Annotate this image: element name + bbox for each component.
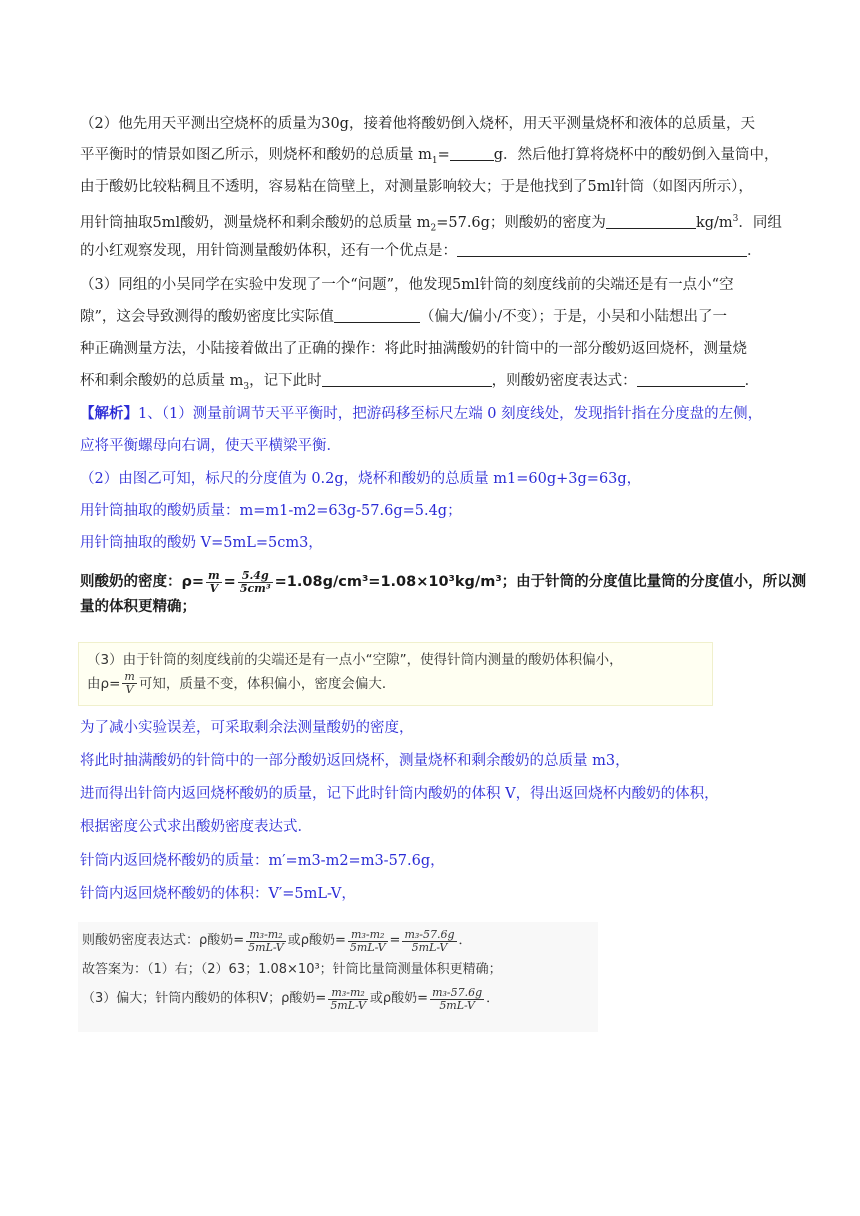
answer-blank[interactable] — [457, 242, 747, 257]
text: 或ρ酸奶= — [369, 991, 429, 1006]
solution-line-9 — [80, 817, 312, 837]
fraction — [122, 671, 136, 696]
fraction — [238, 570, 273, 595]
superscript: 3 — [732, 214, 739, 224]
text: 用针筒抽取5ml酸奶，测量烧杯和剩余酸奶的总质量 m — [80, 214, 431, 231]
fraction — [206, 570, 222, 595]
solution-line-2 — [80, 436, 341, 456]
solution-line-8 — [80, 784, 719, 804]
text: 平平衡时的情景如图乙所示，则烧杯和酸奶的总质量 m — [80, 147, 432, 163]
numerator: m — [208, 568, 220, 582]
solution-line-7 — [80, 751, 630, 771]
denominator: V — [125, 683, 134, 696]
text: 杯和剩余酸奶的总质量 m — [80, 373, 244, 389]
numerator: m — [124, 670, 135, 683]
text: （3）由于针筒的刻度线前的尖端还是有一点小“空隙”，使得针筒内测量的酸奶体积偏小， — [87, 652, 623, 668]
answer-blank[interactable] — [606, 214, 696, 229]
text: 由ρ= — [87, 675, 121, 692]
formula-row — [87, 671, 704, 696]
text: ． — [458, 933, 472, 948]
fraction — [348, 929, 388, 954]
text: 用针筒抽取的酸奶质量：m=m1-m2=63g-57.6g=5.4g； — [80, 503, 462, 519]
question-3-line-3 — [80, 339, 747, 359]
solution-line-6 — [80, 718, 414, 738]
fraction — [402, 929, 456, 954]
subscript: 2 — [430, 223, 437, 234]
text: （3）同组的小吴同学在实验中发现了一个“问题”，他发现5ml针筒的刻度线前的尖端还是有一点小“空 — [80, 277, 734, 293]
text: 种正确测量方法，小陆接着做出了正确的操作：将此时抽满酸奶的针筒中的一部分酸奶返回烧杯，测量烧 — [80, 341, 747, 357]
text: 针筒内返回烧杯酸奶的体积：V′=5mL-V， — [80, 886, 356, 902]
question-3-line-1 — [80, 275, 734, 295]
solution-tag: 【解析】 — [80, 405, 138, 422]
answer-blank[interactable] — [450, 146, 494, 161]
text: 由于酸奶比较粘稠且不透明，容易粘在筒壁上，对测量影响较大；于是他找到了5ml针筒（如图丙所示）， — [80, 179, 753, 195]
question-2-line-3 — [80, 177, 753, 197]
fraction — [246, 929, 286, 954]
text: 或ρ酸奶= — [287, 933, 346, 948]
question-2-line-5 — [80, 241, 762, 261]
text: 故答案为：（1）右；（2）63；1.08×10³；针筒比量筒测量体积更精确； — [82, 962, 502, 977]
solution-line-5 — [80, 533, 323, 553]
question-2-line-4 — [80, 209, 782, 239]
numerator: m₃-57.6g — [404, 927, 455, 941]
numerator: m₃-57.6g — [432, 985, 483, 999]
numerator: m₃-m₂ — [348, 929, 388, 942]
text: 可知，质量不变，体积偏小，密度会偏大． — [138, 675, 396, 692]
text: = — [437, 147, 450, 163]
answer-blank[interactable] — [334, 308, 420, 323]
text: 将此时抽满酸奶的针筒中的一部分酸奶返回烧杯，测量烧杯和剩余酸奶的总质量 m3， — [80, 753, 630, 769]
denominator: 5cm³ — [239, 581, 271, 595]
answer-blank[interactable] — [322, 372, 492, 387]
fraction — [328, 987, 368, 1012]
formula-image-density — [80, 568, 840, 618]
subscript: 3 — [243, 381, 250, 392]
text: 针筒内返回烧杯酸奶的质量：m′=m3-m2=m3-57.6g， — [80, 853, 445, 869]
denominator: 5mL-V — [349, 940, 386, 954]
text: 的小红观察发现，用针筒测量酸奶体积，还有一个优点是： — [80, 243, 457, 259]
text: 隙”，这会导致测得的酸奶密度比实际值 — [80, 309, 334, 325]
text: 用针筒抽取的酸奶 V=5mL=5cm3， — [80, 535, 323, 551]
formula-row — [82, 926, 594, 956]
text: 则酸奶的密度：ρ= — [80, 574, 205, 590]
question-2-line-1 — [80, 114, 755, 134]
text: ，记下此时 — [249, 373, 322, 389]
formula-row — [80, 568, 840, 596]
text: 量的体积更精确； — [80, 599, 196, 615]
formula-row — [82, 984, 594, 1014]
explanation-image-3 — [78, 642, 713, 706]
solution-line-1 — [80, 404, 762, 424]
text: （2）他先用天平测出空烧杯的质量为30g，接着他将酸奶倒入烧杯，用天平测量烧杯和液体的总质量，天 — [80, 116, 755, 132]
solution-line-11 — [80, 884, 356, 904]
numerator: m₃-m₂ — [246, 929, 286, 942]
text: g．然后他打算将烧杯中的酸奶倒入量筒中， — [493, 147, 779, 163]
solution-line-3 — [80, 469, 641, 489]
text: ． — [486, 991, 500, 1006]
text: = — [389, 933, 401, 948]
solution-line-10 — [80, 851, 445, 871]
text: kg/m — [695, 214, 733, 231]
text: 应将平衡螺母向右调，使天平横梁平衡． — [80, 438, 341, 454]
text: （3）偏大；针筒内酸奶的体积V；ρ酸奶= — [82, 991, 327, 1006]
text: ． — [747, 243, 762, 259]
text: 进而得出针筒内返回烧杯酸奶的质量，记下此时针筒内酸奶的体积 V，得出返回烧杯内酸奶的体积， — [80, 786, 719, 802]
text: ，则酸奶密度表达式： — [491, 373, 637, 389]
denominator: 5mL-V — [248, 940, 284, 954]
text: = — [223, 574, 236, 590]
denominator: 5mL-V — [411, 940, 448, 954]
denominator: 5mL-V — [330, 998, 366, 1012]
text: 则酸奶密度表达式：ρ酸奶= — [82, 933, 245, 948]
text: 1、（1）测量前调节天平平衡时，把游码移至标尺左端 0 刻度线处，发现指针指在分度盘的左侧， — [138, 406, 763, 422]
text: 根据密度公式求出酸奶密度表达式． — [80, 819, 312, 835]
question-2-line-2 — [80, 145, 779, 171]
denominator: 5mL-V — [439, 998, 475, 1012]
fraction — [430, 987, 484, 1012]
text: 为了减小实验误差，可采取剩余法测量酸奶的密度， — [80, 720, 414, 736]
question-3-line-2 — [80, 307, 727, 327]
text: ．同组 — [738, 214, 782, 231]
subscript: 1 — [431, 155, 438, 166]
text: （2）由图乙可知，标尺的分度值为 0.2g，烧杯和酸奶的总质量 m1=60g+3g=63g， — [80, 471, 642, 487]
text: =1.08g/cm³=1.08×10³kg/m³；由于针筒的分度值比量筒的分度值小，所以测 — [274, 574, 807, 590]
answer-image — [78, 922, 598, 1032]
text: ． — [744, 373, 760, 389]
numerator: m₃-m₂ — [328, 987, 368, 1000]
text: =57.6g；则酸奶的密度为 — [436, 214, 606, 231]
answer-blank[interactable] — [637, 372, 745, 387]
denominator: V — [209, 581, 219, 595]
text: （偏大/偏小/不变）；于是，小吴和小陆想出了一 — [419, 309, 727, 325]
solution-line-4 — [80, 501, 462, 521]
question-3-line-4 — [80, 371, 759, 397]
numerator: 5.4g — [238, 570, 273, 583]
